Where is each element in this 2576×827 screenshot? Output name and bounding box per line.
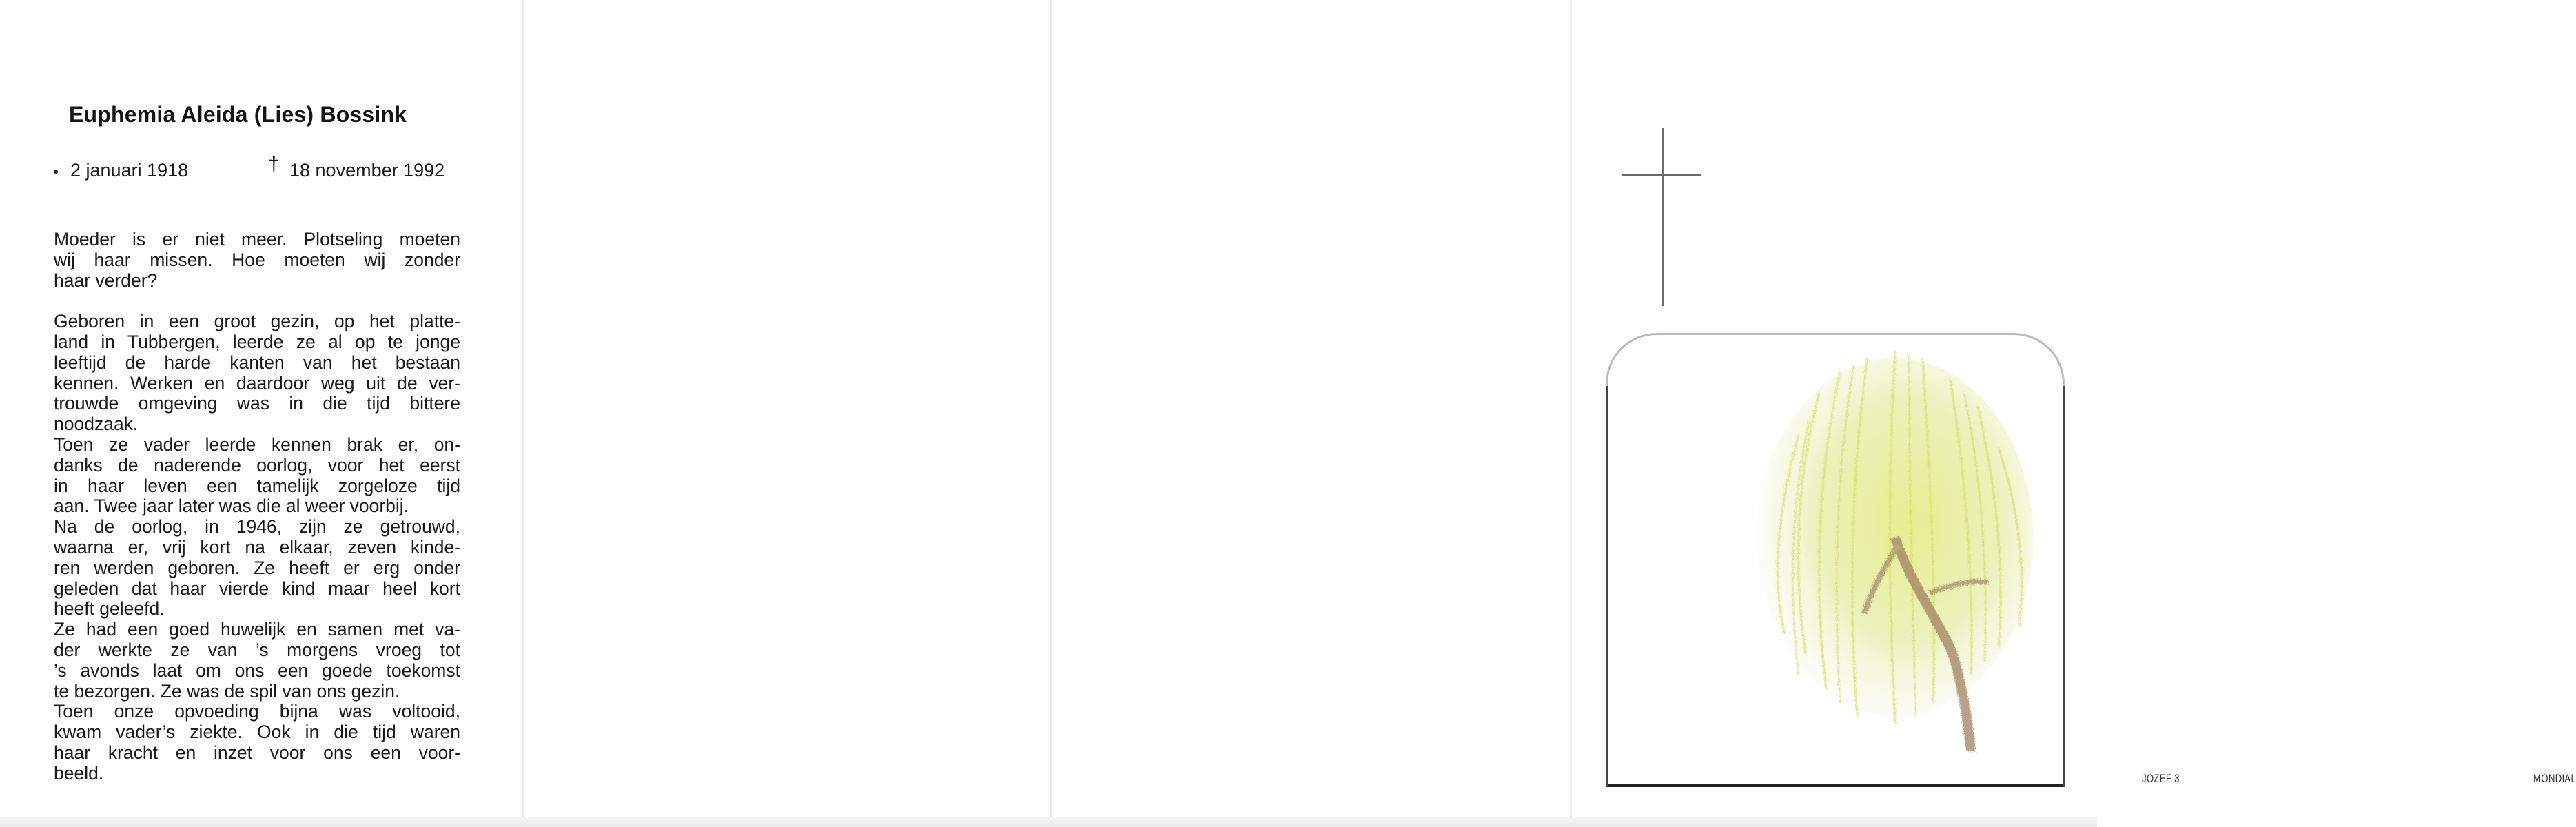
fold-line xyxy=(1050,0,1052,827)
text-line: haar kracht en inzet voor ons een voor- xyxy=(54,742,460,763)
imprint-code: JOZEF 3 xyxy=(2142,772,2180,785)
text-line: Toen ze vader leerde kennen brak er, on- xyxy=(54,433,460,455)
text-line: haar verder? xyxy=(54,269,158,291)
text-line: trouwde omgeving was in die tijd bittere xyxy=(54,393,460,414)
text-line: waarna er, vrij kort na elkaar, zeven kinde- xyxy=(54,536,460,558)
card-bottom-edge xyxy=(0,817,2097,827)
text-line: der werkte ze van ’s morgens vroeg tot xyxy=(54,639,460,660)
panel-back-cover xyxy=(1053,0,2576,827)
text-line: kennen. Werken en daardoor weg uit de ver- xyxy=(54,372,460,394)
deceased-name: Euphemia Aleida (Lies) Bossink xyxy=(69,102,407,127)
biography-text-part-1 xyxy=(54,229,460,784)
text-line: leeftijd de harde kanten van het bestaan xyxy=(54,351,460,373)
text-line: in haar leven een tamelijk zorgeloze tijd xyxy=(54,475,460,496)
text-line: te bezorgen. Ze was de spil van ons gezin. xyxy=(54,680,400,702)
death-date: 18 november 1992 xyxy=(289,160,445,181)
frame-left-edge xyxy=(1606,386,1608,787)
fold-line xyxy=(1570,0,1572,827)
frame-right-edge xyxy=(2063,386,2065,787)
fold-line xyxy=(522,0,524,827)
text-line: ’s avonds laat om ons een goede toekomst xyxy=(54,660,460,681)
text-line: wij haar missen. Hoe moeten wij zonder xyxy=(54,249,460,270)
death-cross-icon: † xyxy=(268,153,280,176)
cross-icon-bar xyxy=(1622,174,1701,176)
text-line: kwam vader’s ziekte. Ook in die tijd waren xyxy=(54,722,460,743)
text-line: danks de naderende oorlog, voor het eerst xyxy=(54,454,460,476)
panel-left-text xyxy=(0,0,522,827)
text-line: Ze had een goed huwelijk en samen met va- xyxy=(54,619,460,640)
text-line: Na de oorlog, in 1946, zijn ze getrouwd, xyxy=(54,516,460,538)
text-line: Moeder is er niet meer. Plotseling moeten xyxy=(54,229,460,249)
panel-middle-text xyxy=(524,0,1052,827)
text-line: Geboren in een groot gezin, op het platte- xyxy=(54,311,460,332)
text-line: aan. Twee jaar later was die al weer voorbij. xyxy=(54,496,409,517)
text-line: beeld. xyxy=(54,762,104,784)
text-line: geleden dat haar vierde kind maar heel kort xyxy=(54,578,460,599)
text-line xyxy=(54,291,460,312)
willow-tree-drawing xyxy=(1723,331,2047,758)
printer-name: MONDIAL xyxy=(2533,772,2576,785)
cross-icon xyxy=(1662,128,1664,306)
birth-dot-icon xyxy=(54,170,58,174)
text-line: Toen onze opvoeding bijna was voltooid, xyxy=(54,701,460,722)
text-line: ren werden geboren. Ze heeft er erg onder xyxy=(54,557,460,578)
text-line: heeft geleefd. xyxy=(54,598,165,620)
birth-date: 2 januari 1918 xyxy=(70,160,189,181)
text-line: noodzaak. xyxy=(54,414,139,435)
text-line: land in Tubbergen, leerde ze al op te jonge xyxy=(54,331,460,352)
